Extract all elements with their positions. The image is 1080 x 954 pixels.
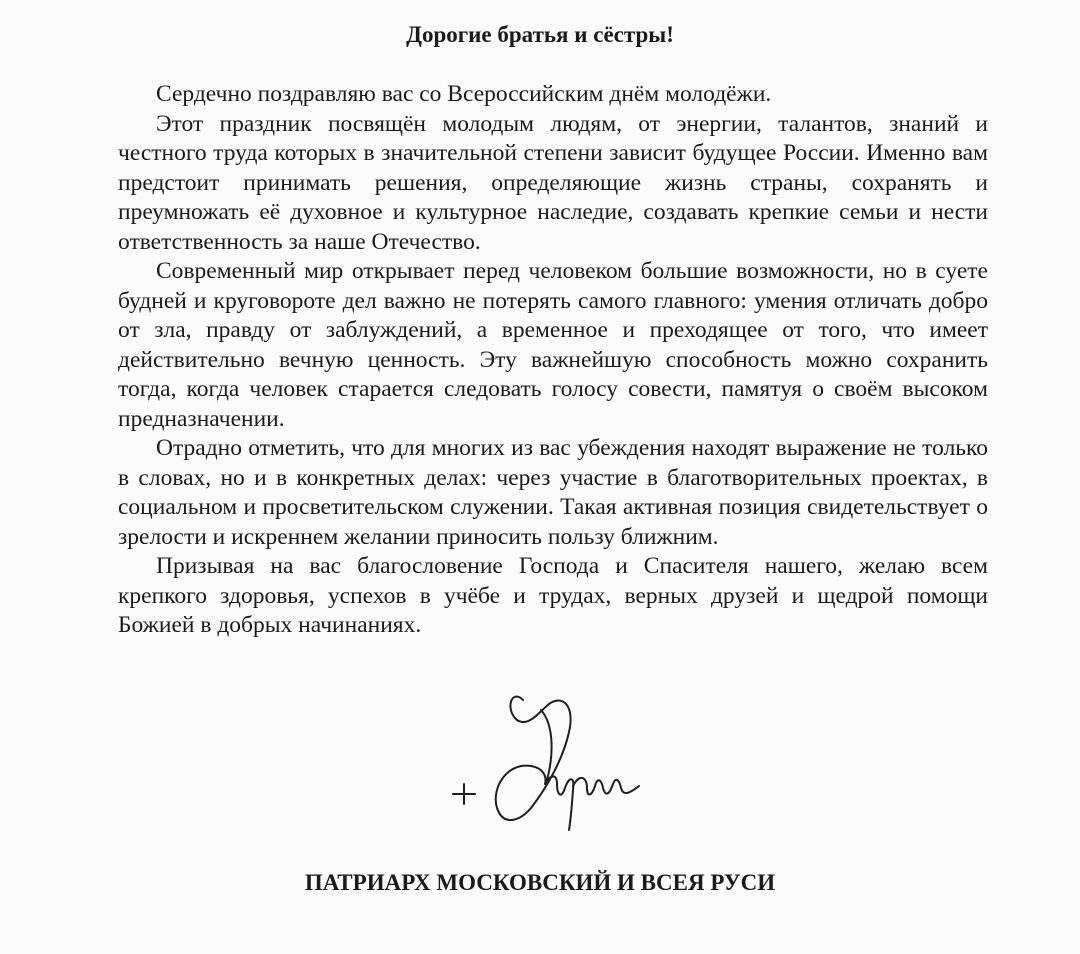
- handwritten-signature: [445, 680, 655, 840]
- signature-drawing: [445, 680, 655, 840]
- letter-body: [118, 80, 988, 641]
- paragraph: Призывая на вас благословение Господа и Спасителя нашего, желаю всем крепкого здоровья, успехов в учёбе и трудах, верных друзей и щедрой помощи Божией в добрых начинаниях.: [118, 553, 988, 638]
- paragraph: Отрадно отметить, что для многих из вас убеждения находят выражение не только в словах, но и в конкретных делах: через участие в благотворительных проектах, в социальном и просветительском служении. Такая активная позиция свидетельствует о зрелости и искреннем желании приносить пользу ближним.: [118, 435, 988, 550]
- closing-title: ПАТРИАРХ МОСКОВСКИЙ И ВСЕЯ РУСИ: [304, 870, 776, 895]
- paragraph: Сердечно поздравляю вас со Всероссийским днём молодёжи.: [156, 81, 772, 107]
- paragraph: Современный мир открывает перед человеком большие возможности, но в суете будней и круговороте дел важно не потерять самого главного: умения отличать добро от зла, правду от заблуждений, а временное и преходящее от того, что имеет действительно вечную ценность. Эту важнейшую способность можно сохранить тогда, когда человек старается следовать голосу совести, памятуя о своём высоком предназначении.: [118, 258, 988, 432]
- paragraph: Этот праздник посвящён молодым людям, от энергии, талантов, знаний и честного труда которых в значительной степени зависит будущее России. Именно вам предстоит принимать решения, определяющие жизнь страны, сохранять и преумножать её духовное и культурное наследие, создавать крепкие семьи и нести ответственность за наше Отечество.: [118, 110, 988, 255]
- greeting-heading: Дорогие братья и сёстры!: [406, 22, 674, 47]
